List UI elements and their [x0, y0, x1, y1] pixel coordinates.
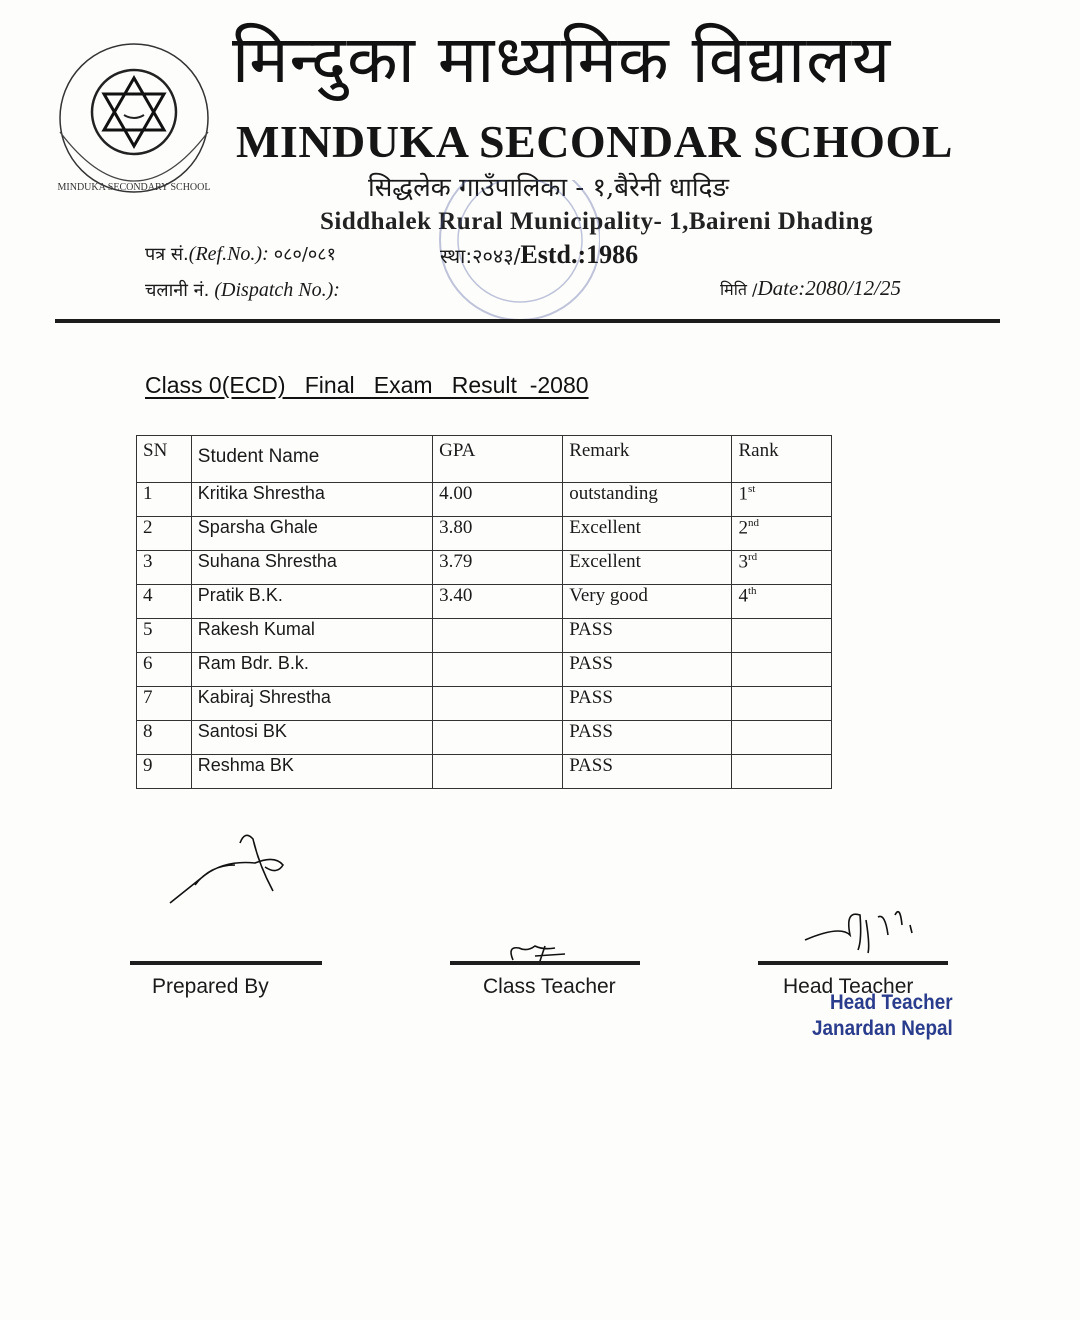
head-teacher-signature-icon [800, 895, 930, 960]
dispatch-number [145, 278, 340, 302]
student-gpa [433, 721, 563, 755]
star-triangle-down [104, 94, 164, 146]
logo-ring-text: MINDUKA SECONDARY SCHOOL [57, 182, 211, 193]
stamp-name: Janardan Nepal [812, 1017, 953, 1040]
rank-suffix: th [747, 585, 757, 597]
table-header-row [137, 436, 832, 483]
prepared-by-label: Prepared By [152, 975, 269, 998]
student-gpa: 3.79 [433, 551, 563, 585]
table-row [137, 721, 832, 755]
class-teacher-line [450, 961, 640, 965]
rank-number: 2 [738, 517, 748, 539]
dispatch-label-en: (Dispatch No.): [214, 279, 340, 301]
student-sn: 5 [137, 619, 192, 653]
prepared-by-line [130, 961, 322, 965]
rank-number: 3 [738, 551, 748, 573]
table-row [137, 755, 832, 789]
student-gpa [433, 687, 563, 721]
results-table [136, 435, 832, 789]
ref-label-np: पत्र सं. [145, 244, 189, 265]
student-remark: outstanding [563, 483, 732, 517]
student-sn: 4 [137, 585, 192, 619]
student-rank [732, 585, 832, 619]
student-rank [732, 619, 832, 653]
book-icon [124, 115, 144, 118]
rank-number: 1 [738, 483, 748, 505]
table-row [137, 585, 832, 619]
student-remark: PASS [563, 619, 732, 653]
student-rank [732, 721, 832, 755]
student-name: Suhana Shrestha [191, 551, 432, 585]
student-rank [732, 653, 832, 687]
student-gpa: 3.80 [433, 517, 563, 551]
dispatch-label-np: चलानी नं. [145, 280, 210, 301]
class-teacher-label: Class Teacher [483, 975, 616, 998]
ref-label-en: (Ref.No.): [188, 243, 269, 265]
table-row [137, 653, 832, 687]
rank-suffix: nd [747, 517, 759, 529]
column-header-gpa: GPA [433, 436, 563, 483]
established-year [440, 240, 638, 270]
school-name-nepali: मिन्दुका माध्यमिक विद्यालय [232, 21, 892, 98]
student-remark: Excellent [563, 551, 732, 585]
reference-number [145, 242, 336, 266]
head-teacher-line [758, 961, 948, 965]
student-rank [732, 551, 832, 585]
prepared-by-signature-icon [165, 825, 295, 910]
student-rank [732, 687, 832, 721]
student-sn: 3 [137, 551, 192, 585]
date-label-en: Date: [757, 276, 806, 300]
student-name: Rakesh Kumal [191, 619, 432, 653]
table-row [137, 551, 832, 585]
student-remark: PASS [563, 687, 732, 721]
table-row [137, 687, 832, 721]
student-gpa [433, 653, 563, 687]
student-gpa: 4.00 [433, 483, 563, 517]
student-sn: 2 [137, 517, 192, 551]
student-sn: 1 [137, 483, 192, 517]
student-remark: PASS [563, 755, 732, 789]
column-header-remark: Remark [563, 436, 732, 483]
student-rank [732, 483, 832, 517]
star-triangle-up [104, 78, 164, 130]
ref-value: ०८०/०८१ [273, 244, 336, 265]
student-name: Pratik B.K. [191, 585, 432, 619]
student-name: Kritika Shrestha [191, 483, 432, 517]
head-teacher-stamp [812, 990, 953, 1042]
student-gpa [433, 755, 563, 789]
address-english: Siddhalek Rural Municipality- 1,Baireni Dhading [320, 208, 874, 235]
student-sn: 8 [137, 721, 192, 755]
table-row [137, 619, 832, 653]
logo-inner-ring [92, 70, 176, 154]
table-row [137, 483, 832, 517]
student-name: Ram Bdr. B.k. [191, 653, 432, 687]
rank-number: 4 [738, 585, 748, 607]
student-remark: PASS [563, 721, 732, 755]
exam-title: Class 0(ECD) Final Exam Result -2080 [145, 372, 589, 398]
student-sn: 7 [137, 687, 192, 721]
head-teacher-label: Head Teacher [783, 975, 914, 998]
address-nepali: सिद्धलेक गाउँपालिका - १,बैरेनी धादिङ [368, 173, 729, 203]
school-logo [52, 40, 217, 210]
header-divider [55, 319, 1000, 323]
column-header-name: Student Name [191, 436, 432, 483]
student-remark: Very good [563, 585, 732, 619]
student-name: Reshma BK [191, 755, 432, 789]
document-date [720, 276, 901, 301]
student-name: Kabiraj Shrestha [191, 687, 432, 721]
student-sn: 6 [137, 653, 192, 687]
date-label-np: मिति / [720, 280, 758, 299]
student-sn: 9 [137, 755, 192, 789]
student-remark: PASS [563, 653, 732, 687]
rank-suffix: rd [747, 551, 758, 563]
column-header-rank: Rank [732, 436, 832, 483]
student-name: Sparsha Ghale [191, 517, 432, 551]
date-value: 2080/12/25 [805, 276, 901, 300]
student-name: Santosi BK [191, 721, 432, 755]
student-gpa: 3.40 [433, 585, 563, 619]
table-row [137, 517, 832, 551]
column-header-sn: SN [137, 436, 192, 483]
estd-en: Estd.:1986 [520, 240, 639, 269]
rank-suffix: st [747, 483, 756, 495]
student-rank [732, 755, 832, 789]
student-gpa [433, 619, 563, 653]
student-rank [732, 517, 832, 551]
estd-np: स्था:२०४३/ [440, 244, 521, 268]
stamp-title: Head Teacher [830, 991, 953, 1014]
school-name-english: MINDUKA SECONDAR SCHOOL [236, 116, 953, 167]
student-remark: Excellent [563, 517, 732, 551]
